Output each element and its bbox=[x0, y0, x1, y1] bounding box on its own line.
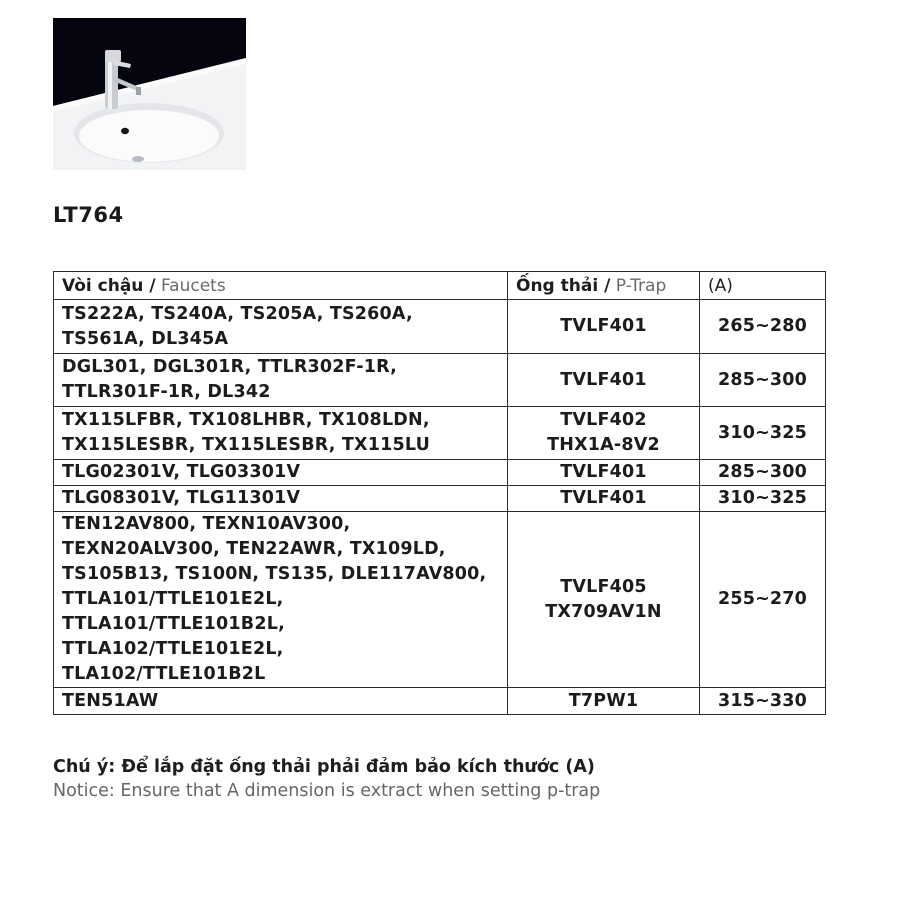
ptrap-cell bbox=[508, 460, 700, 486]
ptrap-cell bbox=[508, 688, 700, 715]
dimension-cell: 310~325 bbox=[700, 486, 826, 512]
faucets-header-vi: Vòi chậu / bbox=[62, 275, 156, 296]
table-row bbox=[54, 688, 826, 715]
table-row bbox=[54, 486, 826, 512]
faucets-cell bbox=[54, 407, 508, 460]
faucets-cell bbox=[54, 486, 508, 512]
faucets-cell bbox=[54, 512, 508, 688]
faucet-models-line: TS561A, DL345A bbox=[62, 328, 229, 349]
dimension-cell: 255~270 bbox=[700, 512, 826, 688]
faucet-models-line: TX115LFBR, TX108LHBR, TX108LDN, bbox=[62, 410, 430, 430]
faucets-cell bbox=[54, 688, 508, 715]
faucets-cell bbox=[54, 300, 508, 354]
dimension-cell: 285~300 bbox=[700, 354, 826, 407]
ptrap-model: TX709AV1N bbox=[545, 601, 662, 622]
faucet-models-line: TLA102/TTLE101B2L bbox=[62, 664, 266, 684]
ptrap-model: TVLF401 bbox=[560, 488, 647, 508]
ptrap-model: THX1A-8V2 bbox=[547, 435, 660, 455]
table-row bbox=[54, 407, 826, 460]
table-row bbox=[54, 512, 826, 688]
faucet-models-line: TEN51AW bbox=[62, 690, 159, 711]
dimension-cell: 265~280 bbox=[700, 300, 826, 354]
faucet-models-line: TLG02301V, TLG03301V bbox=[62, 462, 301, 482]
faucets-cell bbox=[54, 354, 508, 407]
note-vietnamese: Chú ý: Để lắp đặt ống thải phải đảm bảo kích thước (A) bbox=[53, 757, 595, 777]
ptrap-model: TVLF405 bbox=[560, 576, 647, 597]
faucet-models-line: DGL301, DGL301R, TTLR302F-1R, bbox=[62, 357, 397, 377]
faucet-models-line: TTLA101/TTLE101B2L, bbox=[62, 614, 285, 634]
faucet-models-line: TEXN20ALV300, TEN22AWR, TX109LD, bbox=[62, 539, 446, 559]
faucets-header bbox=[54, 272, 508, 300]
table-row bbox=[54, 300, 826, 354]
faucets-header-en: Faucets bbox=[155, 275, 226, 296]
faucet-models-line: TTLA101/TTLE101E2L, bbox=[62, 589, 284, 609]
dimension-cell: 285~300 bbox=[700, 460, 826, 486]
ptrap-model: TVLF401 bbox=[560, 462, 647, 482]
faucet-models-line: TTLR301F-1R, DL342 bbox=[62, 382, 271, 402]
ptrap-model: TVLF401 bbox=[560, 316, 647, 336]
table-body bbox=[54, 300, 826, 715]
compatibility-table bbox=[53, 271, 826, 715]
dimension-cell: 310~325 bbox=[700, 407, 826, 460]
ptrap-cell bbox=[508, 407, 700, 460]
model-number: LT764 bbox=[53, 203, 124, 227]
faucet-models-line: TLG08301V, TLG11301V bbox=[62, 488, 301, 508]
table-row bbox=[54, 354, 826, 407]
installation-note bbox=[53, 755, 600, 803]
ptrap-model: TVLF402 bbox=[560, 410, 647, 430]
ptrap-header-vi: Ống thải / bbox=[516, 275, 611, 296]
faucet-models-line: TS222A, TS240A, TS205A, TS260A, bbox=[62, 303, 413, 324]
ptrap-cell bbox=[508, 486, 700, 512]
faucet-models-line: TEN12AV800, TEXN10AV300, bbox=[62, 514, 351, 534]
ptrap-model: TVLF401 bbox=[560, 369, 647, 390]
ptrap-cell bbox=[508, 300, 700, 354]
sink-photo-icon bbox=[53, 18, 246, 170]
dimension-header: (A) bbox=[700, 272, 826, 300]
ptrap-model: T7PW1 bbox=[568, 690, 639, 711]
ptrap-header bbox=[508, 272, 700, 300]
faucet-models-line: TTLA102/TTLE101E2L, bbox=[62, 639, 284, 659]
faucet-models-line: TS105B13, TS100N, TS135, DLE117AV800, bbox=[62, 564, 487, 584]
ptrap-cell bbox=[508, 512, 700, 688]
faucets-cell bbox=[54, 460, 508, 486]
ptrap-cell bbox=[508, 354, 700, 407]
product-photo bbox=[53, 18, 246, 170]
table-row bbox=[54, 460, 826, 486]
ptrap-header-en: P-Trap bbox=[610, 275, 667, 296]
note-english: Notice: Ensure that A dimension is extract when setting p-trap bbox=[53, 781, 601, 801]
table-header-row bbox=[54, 272, 826, 300]
faucet-models-line: TX115LESBR, TX115LESBR, TX115LU bbox=[62, 435, 430, 455]
dimension-cell: 315~330 bbox=[700, 688, 826, 715]
